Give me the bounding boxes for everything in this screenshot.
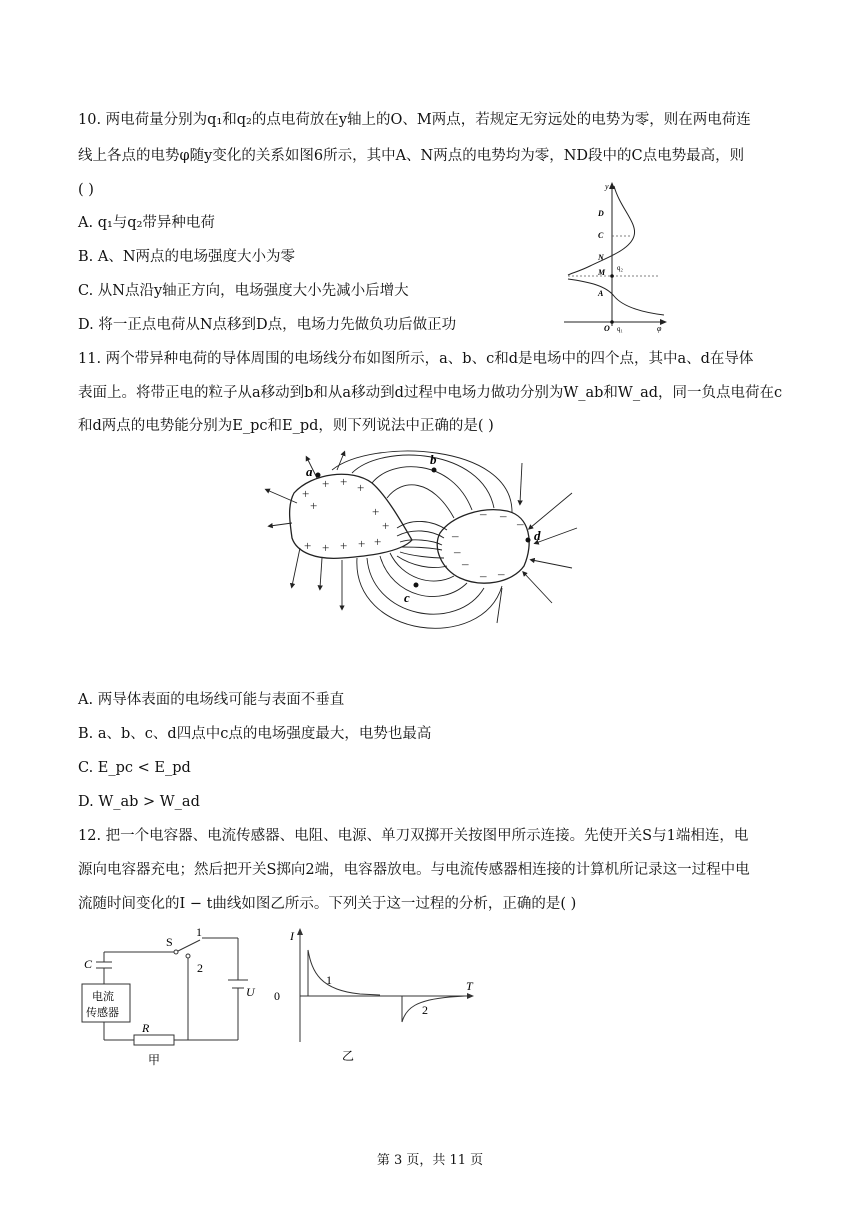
svg-text:+: + — [310, 498, 318, 513]
label-zero: 0 — [274, 989, 280, 1003]
q11-line-1: 11. 两个带异种电荷的导体周围的电场线分布如图所示，a、b、c和d是电场中的四个点，其中a、d在导体 — [78, 351, 754, 367]
charge-curve — [308, 950, 380, 996]
label-c: C — [598, 231, 604, 240]
label-1: 1 — [196, 925, 202, 939]
point-a — [316, 473, 321, 478]
q10-line-3: ( ) — [78, 182, 94, 198]
caption-yi: 乙 — [342, 1049, 355, 1063]
q10-option-a: A. q₁与q₂带异种电荷 — [78, 215, 215, 231]
svg-text:+: + — [322, 476, 330, 491]
q10-option-b: B. A、N两点的电场强度大小为零 — [78, 249, 296, 265]
svg-text:+: + — [322, 540, 330, 555]
sensor-label-1: 电流 — [92, 991, 114, 1003]
q12-current-graph — [270, 922, 490, 1076]
label-m: M — [598, 268, 606, 277]
label-b: b — [430, 452, 437, 467]
q12-line-3: 流随时间变化的I − t曲线如图乙所示。下列关于这一过程的分析，正确的是( ) — [78, 896, 577, 912]
svg-text:–: – — [462, 556, 469, 571]
q11-option-d: D. W_ab > W_ad — [78, 794, 200, 810]
svg-text:+: + — [372, 504, 380, 519]
svg-text:–: – — [480, 568, 487, 583]
point-c — [414, 583, 419, 588]
label-o: O — [604, 324, 610, 333]
label-i: I — [290, 929, 294, 943]
svg-text:+: + — [374, 534, 382, 549]
label-t: T — [466, 979, 473, 993]
q11-option-a: A. 两导体表面的电场线可能与表面不垂直 — [78, 692, 345, 708]
negative-signs — [451, 506, 524, 583]
svg-text:+: + — [340, 474, 348, 489]
q10-potential-figure — [560, 178, 670, 338]
discharge-curve — [402, 996, 465, 1022]
svg-text:+: + — [382, 518, 390, 533]
label-d: d — [534, 528, 541, 543]
svg-text:–: – — [454, 544, 461, 559]
svg-text:–: – — [480, 506, 487, 521]
svg-text:+: + — [358, 536, 366, 551]
label-n: N — [598, 253, 604, 262]
label-q2: q₂ — [617, 264, 623, 272]
q12-line-1: 12. 把一个电容器、电流传感器、电阻、电源、单刀双掷开关按图甲所示连接。先使开关S与1端相连，电 — [78, 828, 749, 844]
q10-line-2: 线上各点的电势φ随y变化的关系如图6所示，其中A、N两点的电势均为零，ND段中的C点电势最高，则 — [78, 148, 745, 164]
point-d — [526, 538, 531, 543]
label-r: R — [142, 1021, 150, 1035]
label-1: 1 — [326, 973, 332, 987]
label-d: D — [598, 209, 604, 218]
svg-text:+: + — [357, 480, 365, 495]
label-y: y — [605, 182, 609, 191]
label-c: C — [84, 957, 93, 971]
label-phi: φ — [657, 324, 662, 333]
svg-text:+: + — [340, 538, 348, 553]
point-m — [610, 274, 614, 278]
page-footer: 第 3 页，共 11 页 — [376, 1153, 484, 1168]
q12-line-2: 源向电容器充电；然后把开关S掷向2端，电容器放电。与电流传感器相连接的计算机所记录这一过程中电 — [78, 862, 750, 878]
q11-field-lines-figure — [262, 448, 582, 672]
label-u: U — [246, 985, 255, 999]
svg-text:–: – — [517, 516, 524, 531]
q11-option-b: B. a、b、c、d四点中c点的电场强度最大，电势也最高 — [78, 726, 432, 742]
svg-text:–: – — [452, 528, 459, 543]
label-2: 2 — [422, 1003, 428, 1017]
field-lines — [267, 451, 577, 628]
potential-curve-lower — [568, 279, 664, 315]
q10-line-1: 10. 两电荷量分别为q₁和q₂的点电荷放在y轴上的O、M两点，若规定无穷远处的电势为零，则在两电荷连 — [78, 112, 751, 128]
label-a: a — [306, 464, 313, 479]
q10-option-d: D. 将一正点电荷从N点移到D点，电场力先做负功后做正功 — [78, 317, 457, 333]
svg-text:+: + — [302, 486, 310, 501]
svg-text:+: + — [304, 538, 312, 553]
q10-option-c: C. 从N点沿y轴正方向，电场强度大小先减小后增大 — [78, 283, 409, 299]
label-c: c — [404, 590, 410, 605]
q11-option-c: C. E_pc < E_pd — [78, 760, 191, 776]
label-2: 2 — [197, 961, 203, 975]
q11-line-2: 表面上。将带正电的粒子从a移动到b和从a移动到d过程中电场力做功分别为W_ab和W_ad，同一负点电荷在c — [78, 385, 783, 401]
label-q1: q₁ — [617, 325, 623, 333]
svg-text:–: – — [500, 508, 507, 523]
label-a: A — [598, 289, 604, 298]
point-o — [610, 320, 614, 324]
caption-jia: 甲 — [148, 1053, 161, 1067]
svg-text:–: – — [498, 566, 505, 581]
q12-circuit-figure — [78, 922, 268, 1076]
point-b — [432, 468, 437, 473]
q11-line-3: 和d两点的电势能分别为E_pc和E_pd，则下列说法中正确的是( ) — [78, 418, 494, 434]
sensor-label-2: 传感器 — [86, 1007, 119, 1019]
label-s: S — [166, 935, 173, 949]
